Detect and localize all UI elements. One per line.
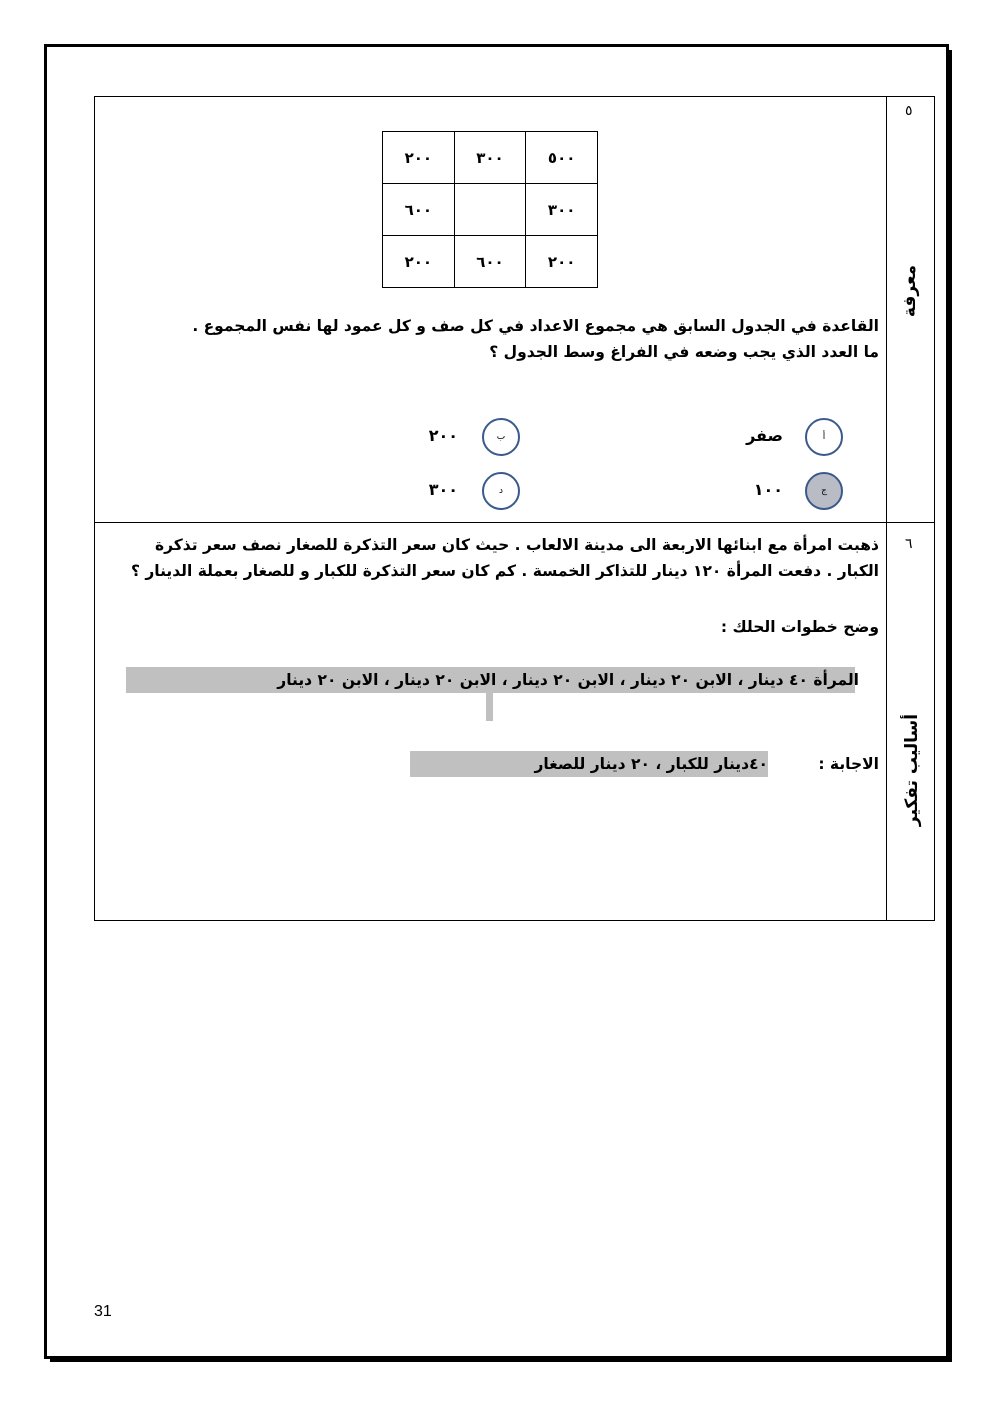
option-b-value: ٢٠٠ [428,426,458,445]
page-number: 31 [94,1303,112,1320]
question-5-text-line-1: القاعدة في الجدول السابق هي مجموع الاعداد في كل صف و كل عمود لها نفس المجموع . [192,317,879,335]
option-a-value: صفر [746,426,783,445]
grid-cell: ٣٠٠ [454,132,526,184]
grid-cell: ٥٠٠ [526,132,598,184]
question-5-category: معرفة [900,264,920,318]
steps-answer: المرأة ٤٠ دينار ، الابن ٢٠ دينار ، الابن ٢٠ دينار ، الابن ٢٠ دينار ، الابن ٢٠ دينار [277,671,859,689]
grid-cell: ٢٠٠ [383,236,455,288]
grid-cell: ٢٠٠ [526,236,598,288]
magic-square-grid [382,131,598,288]
grid-cell: ٢٠٠ [383,132,455,184]
grid-cell-empty [454,184,526,236]
question-5-text-line-2: ما العدد الذي يجب وضعه في الفراغ وسط الجدول ؟ [489,343,879,361]
answer-value: ٤٠دينار للكبار ، ٢٠ دينار للصغار [534,755,768,773]
question-6-number: ٦ [905,536,913,552]
question-6-category: أساليب تفكير [902,713,922,827]
column-divider [886,96,887,921]
grid-cell: ٦٠٠ [454,236,526,288]
grid-row [383,236,598,288]
answer-label: الاجابة : [818,755,879,773]
grid-cell: ٣٠٠ [526,184,598,236]
grid-cell: ٦٠٠ [383,184,455,236]
option-d-letter: د [498,486,503,496]
grid-row [383,184,598,236]
option-c-letter: ج [821,486,827,496]
steps-connector [486,693,493,721]
steps-label: وضح خطوات الحلك : [720,618,879,636]
option-a-circle[interactable] [805,418,843,456]
option-d-value: ٣٠٠ [428,480,458,499]
question-6-text-line-2: الكبار . دفعت المرأة ١٢٠ دينار للتذاكر الخمسة . كم كان سعر التذكرة للكبار و للصغار بعملة الدينار ؟ [130,562,879,580]
option-c-circle-selected[interactable] [805,472,843,510]
question-6-text-line-1: ذهبت امرأة مع ابنائها الاربعة الى مدينة الالعاب . حيث كان سعر التذكرة للصغار نصف سعر تذكرة [155,536,879,554]
row-divider [94,522,935,523]
option-a-letter: أ [822,432,826,442]
question-5-number: ٥ [905,103,913,119]
option-d-circle[interactable] [482,472,520,510]
option-b-circle[interactable] [482,418,520,456]
option-b-letter: ب [496,432,506,442]
option-c-value: ١٠٠ [753,480,783,499]
grid-row [383,132,598,184]
